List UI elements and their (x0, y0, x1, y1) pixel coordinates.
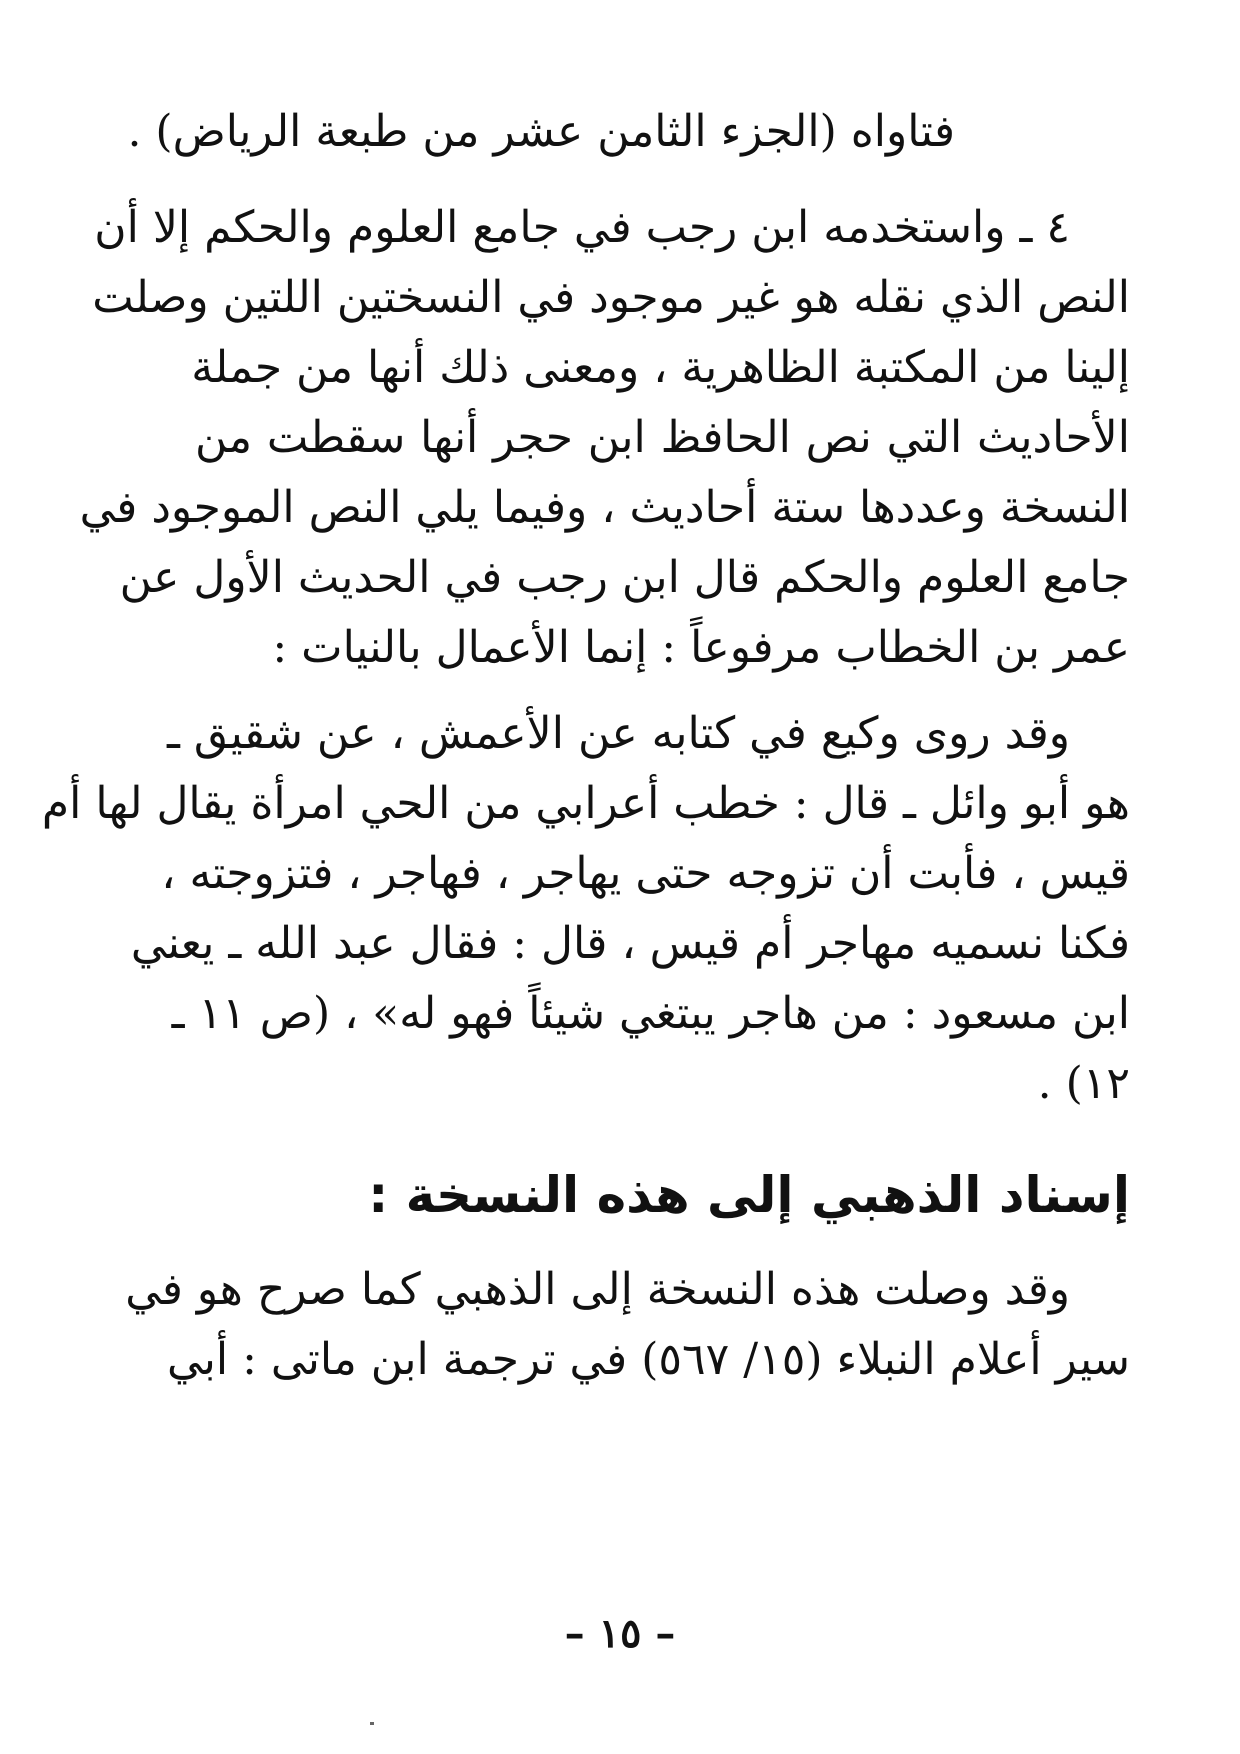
text-line: النص الذي نقله هو غير موجود في النسختين اللتين وصلت (92, 272, 1130, 323)
text-line: فكنا نسميه مهاجر أم قيس ، قال : فقال عبد الله ـ يعني (130, 918, 1130, 969)
text-line: ١٢) . (1037, 1058, 1130, 1109)
text-line: إلينا من المكتبة الظاهرية ، ومعنى ذلك أنها من جملة (191, 342, 1130, 393)
text-line: الأحاديث التي نص الحافظ ابن حجر أنها سقطت من (195, 412, 1130, 463)
text-line: عمر بن الخطاب مرفوعاً : إنما الأعمال بالنيات : (272, 622, 1130, 673)
text-line: قيس ، فأبت أن تزوجه حتى يهاجر ، فهاجر ، فتزوجته ، (161, 848, 1130, 899)
page-number: – ١٥ – (564, 1610, 676, 1657)
text-line: فتاواه (الجزء الثامن عشر من طبعة الرياض) . (127, 106, 955, 157)
text-line: ابن مسعود : من هاجر يبتغي شيئاً فهو له» ، (ص ١١ ـ (171, 988, 1130, 1039)
section-heading: إسناد الذهبي إلى هذه النسخة : (368, 1166, 1130, 1224)
text-line: هو أبو وائل ـ قال : خطب أعرابي من الحي امرأة يقال لها أم (41, 778, 1130, 829)
text-line: ٤ ـ واستخدمه ابن رجب في جامع العلوم والحكم إلا أن (94, 202, 1070, 253)
scan-speck (370, 1722, 374, 1725)
text-line: جامع العلوم والحكم قال ابن رجب في الحديث الأول عن (119, 552, 1130, 603)
text-line: وقد وصلت هذه النسخة إلى الذهبي كما صرح هو في (125, 1264, 1070, 1315)
text-line: سير أعلام النبلاء (١٥/ ٥٦٧) في ترجمة ابن ماتى : أبي (166, 1334, 1130, 1385)
text-line: وقد روى وكيع في كتابه عن الأعمش ، عن شقيق ـ (166, 708, 1070, 759)
text-line: النسخة وعددها ستة أحاديث ، وفيما يلي النص الموجود في (79, 482, 1130, 533)
